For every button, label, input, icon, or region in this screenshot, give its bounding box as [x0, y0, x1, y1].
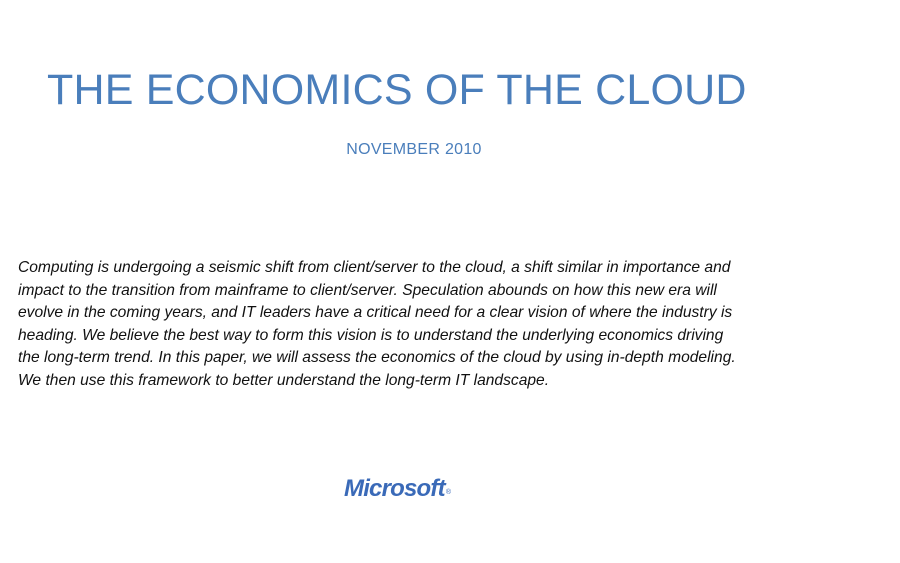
- abstract-line: impact to the transition from mainframe to client/server. Speculation abounds on how this new era will: [18, 281, 717, 299]
- abstract-paragraph: [18, 257, 838, 392]
- abstract-line: evolve in the coming years, and IT leaders have a critical need for a clear vision of where the industry is: [18, 304, 733, 321]
- document-date: NOVEMBER 2010: [346, 141, 482, 158]
- trademark-symbol: ®: [445, 489, 451, 496]
- abstract-line: the long-term trend. In this paper, we will assess the economics of the cloud by using in-depth modeling.: [18, 349, 736, 366]
- abstract-line: We then use this framework to better understand the long-term IT landscape.: [18, 371, 550, 389]
- document-title: THE ECONOMICS OF THE CLOUD: [47, 66, 747, 114]
- abstract-line: heading. We believe the best way to form this vision is to understand the underlying economics driving: [18, 326, 724, 344]
- abstract-line: Computing is undergoing a seismic shift from client/server to the cloud, a shift similar in importance and: [18, 259, 731, 276]
- logo-text: Microsoft: [344, 475, 445, 502]
- microsoft-logo: [344, 474, 450, 504]
